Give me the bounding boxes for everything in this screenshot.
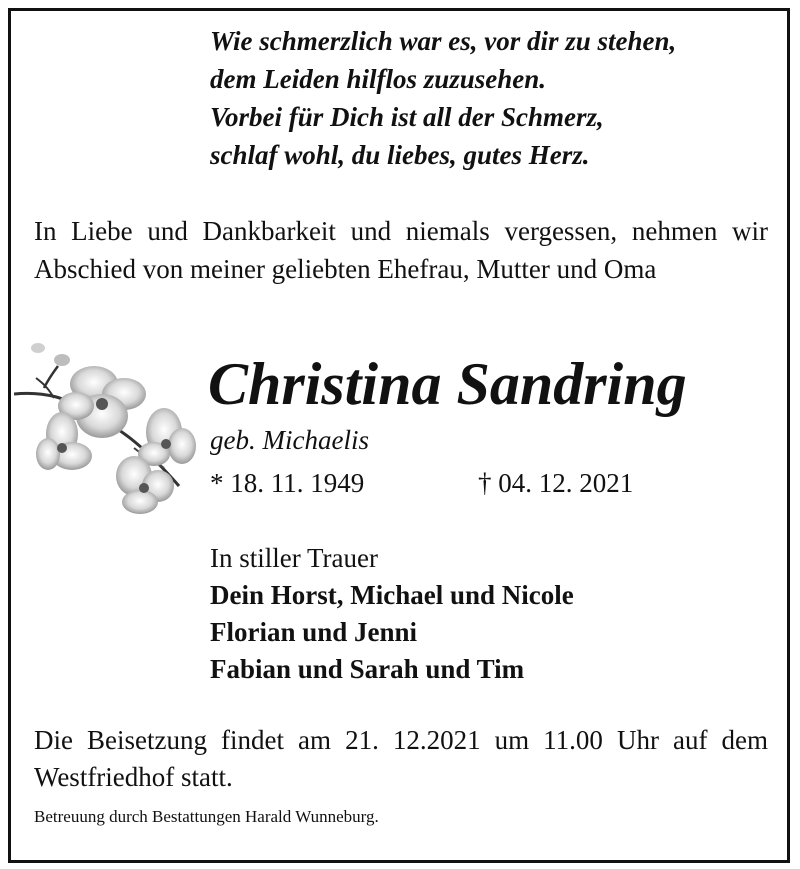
deceased-name: Christina Sandring — [208, 351, 687, 417]
mourning-heading: In stiller Trauer — [210, 543, 378, 573]
death-date: † 04. 12. 2021 — [478, 468, 634, 498]
intro-text: In Liebe und Dankbarkeit und niemals vergessen, nehmen wir Abschied von meiner geliebten Ehefrau, Mutter und Oma — [34, 216, 768, 284]
maiden-name: geb. Michaelis — [210, 425, 369, 455]
birth-date: * 18. 11. 1949 — [210, 468, 365, 498]
poem-line: Wie schmerzlich war es, vor dir zu stehen, — [210, 26, 677, 56]
memorial-poem — [210, 22, 676, 174]
poem-line: schlaf wohl, du liebes, gutes Herz. — [210, 140, 590, 170]
poem-line: dem Leiden hilflos zuzusehen. — [210, 64, 547, 94]
orchid-icon — [14, 336, 204, 516]
mourner-line: Dein Horst, Michael und Nicole — [210, 580, 574, 610]
mourner-line: Florian und Jenni — [210, 617, 418, 647]
mourners-block — [210, 540, 574, 688]
poem-line: Vorbei für Dich ist all der Schmerz, — [210, 102, 604, 132]
funeral-home-credit: Betreuung durch Bestattungen Harald Wunneburg. — [34, 807, 379, 826]
funeral-info: Die Beisetzung findet am 21. 12.2021 um 11.00 Uhr auf dem Westfriedhof statt. — [34, 725, 768, 792]
mourner-line: Fabian und Sarah und Tim — [210, 654, 525, 684]
